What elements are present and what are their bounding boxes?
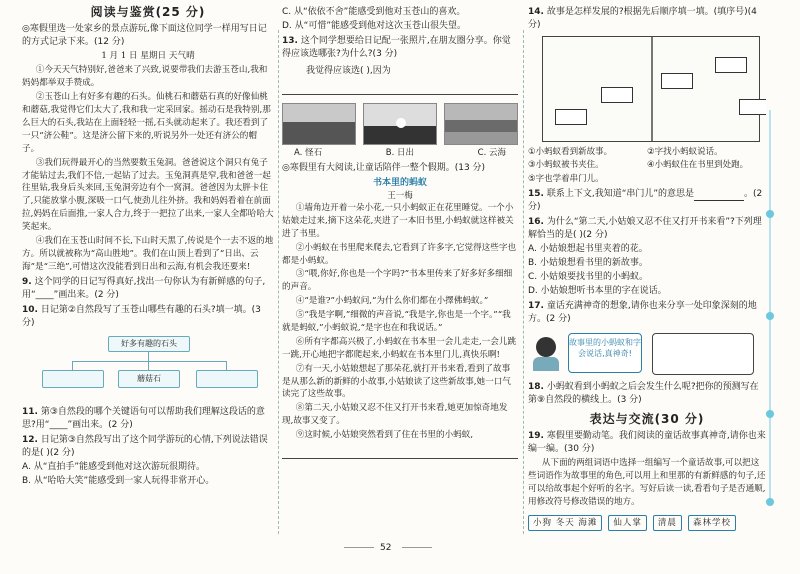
column-divider — [523, 30, 525, 534]
page-number-rule — [344, 547, 374, 548]
question-14: 14. 故事是怎样发展的?根据先后顺序填一填。(填序号)(4 分) — [528, 7, 757, 31]
story-para-2: ②小蚂蚁在书里爬来爬去,它看到了许多字,它觉得这些字也都是小蚂蚁。 — [282, 242, 517, 266]
story-para-3: ③“喂,你好,你也是一个字吗?”书本里传来了好多好多细细的声音。 — [282, 269, 513, 293]
question-12: 12. 日记第③自然段写出了这个同学游玩的心情,下列说法错误的是( )(2 分) — [22, 434, 268, 458]
tree-mid-box: 蘑菇石 — [118, 370, 180, 388]
diary-para-4: ④我们在玉苍山时间不长,下山时天黑了,传说是个一去不返的地方。所以就被称为“高山胜地”。我们在山顶上看到了“日出、云海”是“三绝”,可惜这次没能看到日出和云海,有机会我还要来! — [22, 235, 274, 272]
photo-options — [282, 103, 518, 145]
question-10: 10. 日记第②自然段写了玉苍山哪些有趣的石头?填一填。(3 分) — [22, 304, 261, 328]
question-11: 11. 第③自然段的哪个关键语句可以帮助我们理解这段话的意思?用“____”画出来。(2 分) — [22, 406, 265, 430]
q12-option-d[interactable]: D. 从“可惜”能感受到他对这次玉苍山很失望。 — [282, 21, 466, 32]
word-group-2c: 森林学校 — [688, 515, 736, 531]
caption-c: C. 云海 — [477, 148, 506, 159]
column-divider — [278, 30, 280, 534]
side-dot — [766, 312, 774, 320]
story-para-5: ⑤“我是字啊,”细微的声音说,“我是字,你也是一个字。”“我就是蚂蚁,”小蚂蚁说,“是字也在和我说话。” — [282, 310, 511, 333]
q14-option-2: ②字找小蚂蚁说话。 — [647, 147, 723, 158]
stone-tree-diagram — [22, 336, 274, 402]
q13-answer-prefix: 我觉得应该选( ),因为 — [306, 66, 391, 77]
word-groups — [528, 515, 766, 531]
section-title-expression: 表达与交流(30 分) — [589, 411, 705, 426]
page-number-rule — [402, 547, 432, 548]
book-spine — [651, 37, 653, 141]
sequence-box-1[interactable] — [555, 109, 587, 125]
q16-option-c[interactable]: C. 小姑娘要找书里的小蚂蚁。 — [528, 272, 649, 283]
q18-answer-line[interactable] — [282, 444, 518, 459]
column-1 — [22, 0, 274, 574]
tree-line — [148, 361, 149, 370]
sequence-box-5[interactable] — [739, 99, 766, 115]
question-9: 9. 这个同学的日记写得真好,找出一句你认为有新鲜感的句子,用“____”画出来。(2 分) — [22, 276, 266, 300]
photo-cloud-sea[interactable] — [444, 103, 518, 145]
diary-para-3: ③我们玩得最开心的当然要数玉兔洞。爸爸说这个洞只有兔子才能钻过去,我们不信,一起钻了过去。玉兔洞真是窄,我和爸爸一起往里钻,我身后头来回,玉兔洞旁边有个一窝洞。爸爸因为太胖卡住了,只能放掌小腹,深吸一口气,使劲儿往外挤。我和妈妈看着在前面拉,妈妈在后面推,一家人合力,终于一把拉了出来,一家人全都哈哈大笑起来。 — [22, 157, 274, 233]
q16-option-b[interactable]: B. 小姑娘想看书里的新故事。 — [528, 258, 648, 269]
q12-option-a[interactable]: A. 从“直拍手”能感受到他对这次游玩很期待。 — [22, 462, 206, 472]
q12-option-b[interactable]: B. 从“哈哈大笑”能感受到一家人玩得非常开心。 — [22, 476, 215, 487]
diary-para-2: ②玉苍山上有好多有趣的石头。仙桃石和蘑菇石真的好像仙桃和蘑菇,我觉得它们太大了,我和我一定采回家。摇动石是我特别,那么巨大的石头,我站在上面轻轻一摇,石头就动起来了。我还看到了一只“济公鞋”。这是济公留下来的,听说另外一处还有济公的帽子。 — [22, 92, 271, 154]
section-title-reading: 阅读与鉴赏(25 分) — [90, 5, 206, 19]
tree-blank-box[interactable] — [196, 370, 258, 388]
question-15: 15. 联系上下文,我知道“串门儿”的意思是 。(2 分) — [528, 189, 763, 213]
page-number: 52 — [380, 543, 392, 553]
photo-captions — [282, 147, 518, 159]
story-para-8: ⑧第二天,小姑娘又忍不住又打开书来看,她更加惊奇地发现,故事又变了。 — [282, 403, 508, 427]
story-author: 王一梅 — [387, 190, 413, 201]
sun-icon — [396, 118, 406, 128]
tree-line — [72, 361, 226, 362]
tree-blank-box[interactable] — [42, 370, 104, 388]
tree-root-box: 好多有趣的石头 — [108, 336, 190, 352]
story-title: 书本里的蚂蚁 — [372, 177, 427, 188]
side-dot — [766, 210, 774, 218]
q14-option-5: ⑤字也学着串门儿。 — [528, 173, 604, 184]
story-para-9: ⑨这时候,小姑娘突然看到了住在书里的小蚂蚁, — [295, 430, 474, 441]
example-speech-bubble: 故事里的小蚂蚁和字会说话,真神奇! — [568, 333, 642, 373]
q14-option-1: ①小蚂蚁看到新故事。 — [528, 147, 613, 158]
tree-line — [148, 351, 149, 361]
story-para-6: ⑥所有字都高兴极了,小蚂蚁在书本里一会儿走走,一会儿跳一跳,开心地把字都爬起来,小蚂蚁在书本里门儿,真快乐啊! — [282, 336, 517, 360]
story-para-1: ①墙角边开着一朵小花,一只小蚂蚁正在花里睡觉。一个小姑娘走过来,摘下这朵花,夹进了一本旧书里,小蚂蚁就这样被关进了书里。 — [282, 202, 514, 239]
caption-a: A. 怪石 — [294, 148, 323, 159]
word-group-2b: 清晨 — [653, 515, 682, 531]
q19-instructions: 从下面的两组词语中选择一组编写一个童话故事,可以把这些词语作为故事里的角色,可以用上和里那的有新鲜感的句子,还可以给故事起个好听的名字。写好后读一读,看看句子是否通顺,用修改符号修改错误的地方。 — [528, 458, 766, 507]
caption-b: B. 日出 — [385, 148, 414, 159]
story-para-4: ④“是谁?”小蚂蚁问,“为什么你们都在小擇佛蚂蚁。” — [295, 296, 489, 307]
answer-speech-bubble[interactable] — [652, 333, 754, 375]
side-dot — [766, 410, 774, 418]
tree-line — [72, 361, 73, 370]
sequence-box-3[interactable] — [661, 73, 693, 89]
question-13: 13. 这个同学想要给日记配一张照片,在朋友圈分享。你觉得应该选哪张?为什么?(3 分) — [282, 36, 511, 60]
side-dot — [766, 498, 774, 506]
question-19: 19. 寒假里要勤动笔。我们阅读的童话故事真神奇,请你也来编一编。(30 分) — [528, 430, 766, 455]
q16-option-d[interactable]: D. 小姑娘想听书本里的字在说话。 — [528, 286, 667, 297]
side-rail — [769, 110, 771, 500]
intro-text: ◎寒假里选一处家乡的景点游玩,像下面这位同学一样用写日记的方式记录下来。(12 分) — [22, 24, 267, 48]
sequence-box-4[interactable] — [715, 57, 747, 73]
question-17: 17. 童话充满神奇的想象,请你也来分享一处印象深刻的地方。(2 分) — [528, 301, 757, 325]
q16-option-a[interactable]: A. 小姑娘想起书里夹着的花。 — [528, 244, 648, 255]
tree-line — [226, 361, 227, 370]
story-para-7: ⑦有一天,小姑娘想起了那朵花,就打开书来看,看到了故事是从那么新的新鲜的小故事,小姑娘读了这些新故事,她一口气读完了这些故事。 — [282, 363, 511, 400]
column-2 — [282, 0, 518, 574]
photo-strange-rocks[interactable] — [282, 103, 356, 145]
photo-sunrise[interactable] — [363, 103, 437, 145]
q17-speech-area — [528, 331, 766, 377]
q13-answer-line[interactable] — [282, 80, 518, 95]
q14-options — [528, 146, 766, 186]
word-group-2a: 仙人掌 — [608, 515, 647, 531]
intro-2: ◎寒假里有大阅读,让童话陪伴一整个假期。(13 分) — [282, 162, 486, 173]
question-16: 16. 为什么“第二天,小姑娘又忍不住又打开书来看”?下列理解恰当的是( )(2 分) — [528, 217, 762, 241]
word-group-1: 小狗 冬天 海滩 — [528, 515, 602, 531]
diary-para-1: ①今天天气特别好,爸爸来了兴致,说要带我们去游玉苍山,我和妈妈都举双手赞成。 — [22, 65, 268, 89]
column-3 — [528, 0, 766, 574]
question-18: 18. 小蚂蚁看到小蚂蚁之后会发生什么呢?把你的预测写在第⑨自然段的横线上。(3 分) — [528, 381, 759, 405]
q14-option-4: ④小蚂蚁住在书里到处跑。 — [647, 160, 749, 171]
diary-date: 1 月 1 日 星期日 天气晴 — [101, 51, 195, 62]
q15-blank[interactable] — [694, 191, 744, 201]
q12-option-c[interactable]: C. 从“依依不舍”能感受到他对玉苍山的喜欢。 — [282, 7, 466, 17]
sequence-book-diagram — [542, 36, 760, 142]
child-avatar — [532, 337, 560, 371]
q14-option-3: ③小蚂蚁被书夹住。 — [528, 160, 604, 171]
sequence-box-2[interactable] — [601, 87, 633, 103]
